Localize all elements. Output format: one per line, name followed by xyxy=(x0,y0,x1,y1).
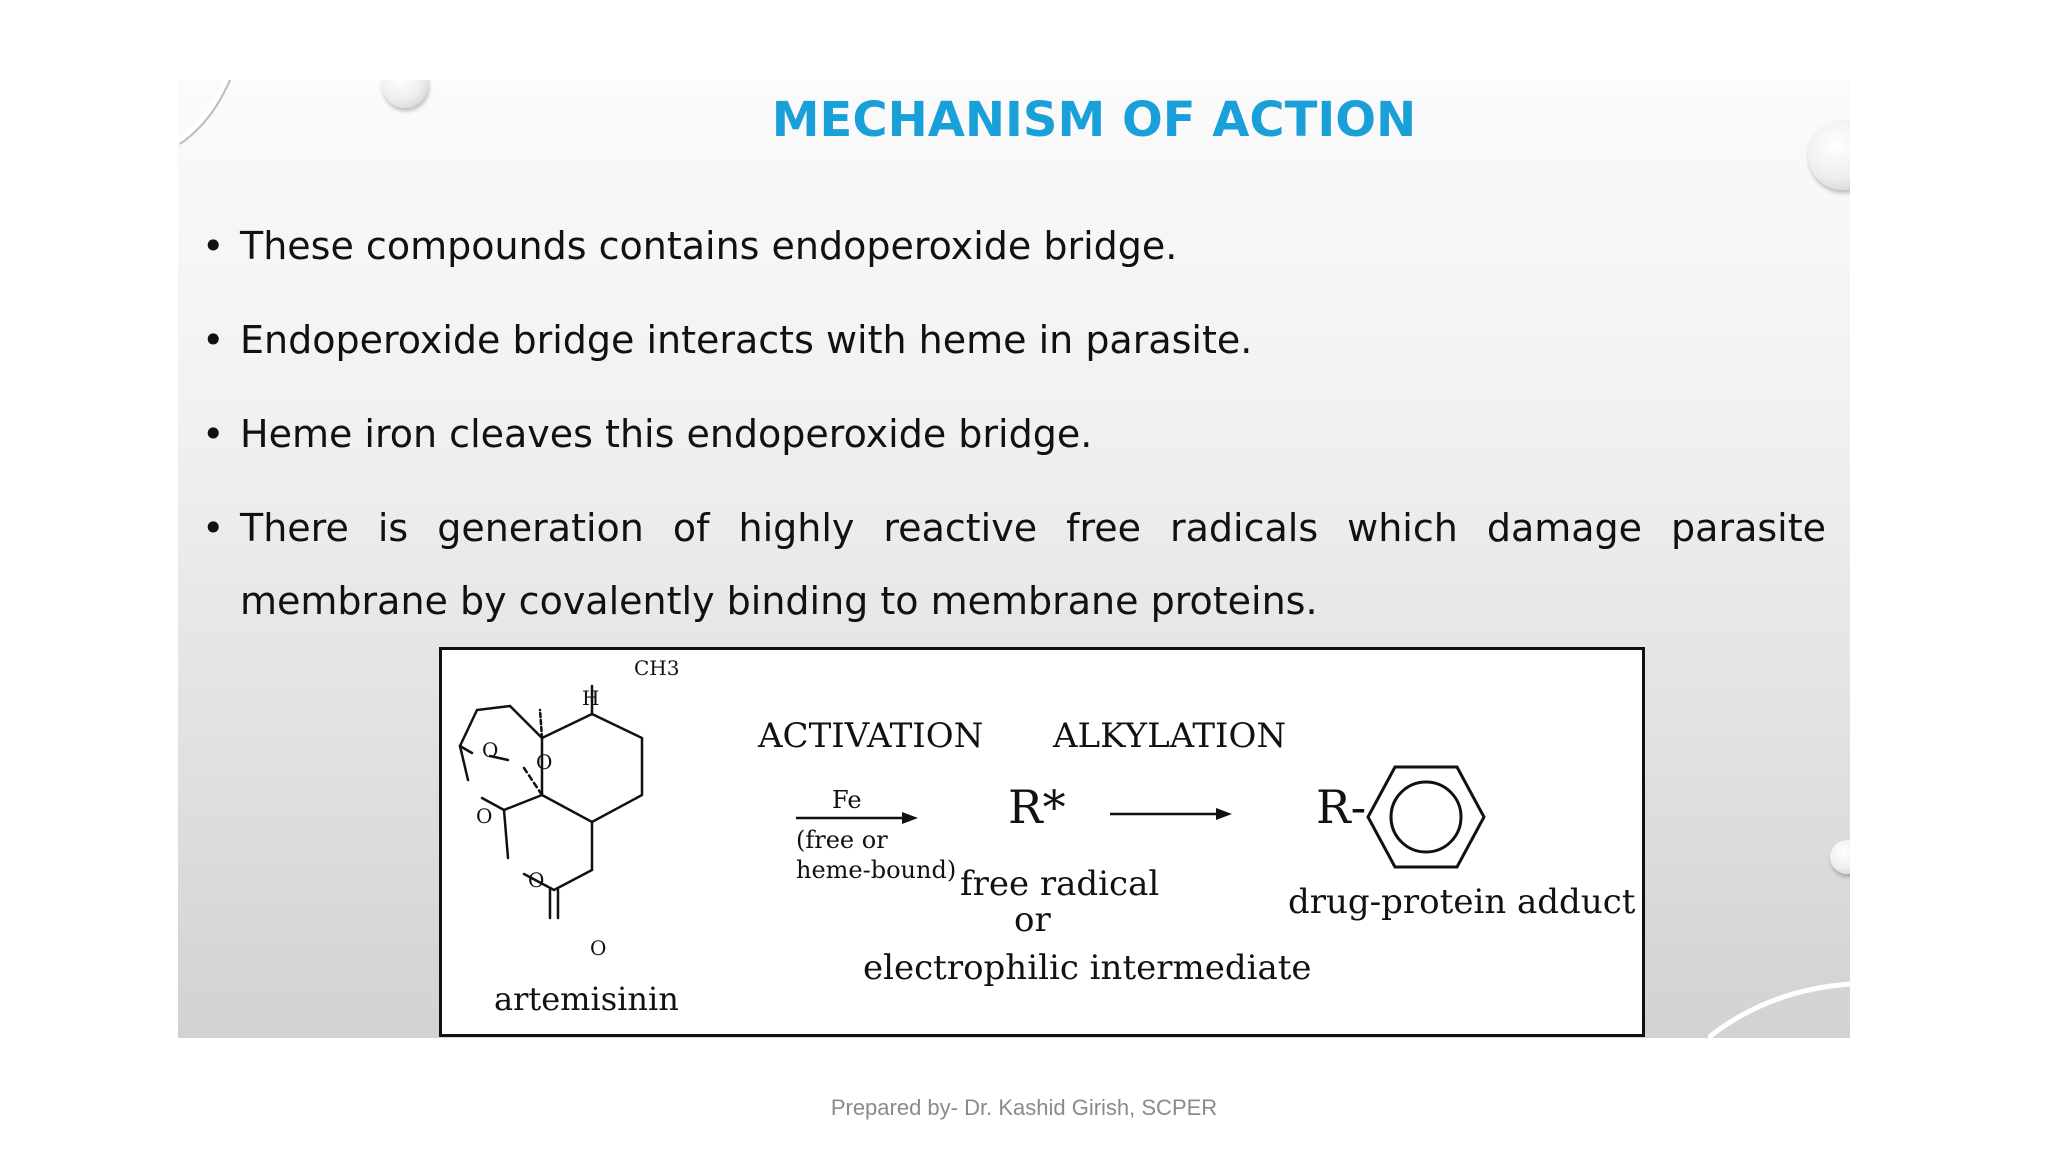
bullet-item: • There is generation of highly reactive free radicals which damage parasite membrane by covalently binding to membrane proteins. xyxy=(202,492,1826,638)
activation-arrow-icon xyxy=(796,808,918,828)
slide xyxy=(178,80,1850,1038)
water-drop-decoration xyxy=(1830,840,1850,874)
bullet-item: • Heme iron cleaves this endoperoxide bridge. xyxy=(202,398,1826,471)
adduct-description: drug-protein adduct xyxy=(1288,882,1636,922)
radical-symbol: R* xyxy=(1008,780,1066,834)
adduct-prefix: R- xyxy=(1316,780,1367,834)
alkylation-arrow-icon xyxy=(1110,804,1232,824)
alkylation-label: ALKYLATION xyxy=(1053,716,1287,756)
bullet-item: • Endoperoxide bridge interacts with heme in parasite. xyxy=(202,304,1826,377)
bullet-item: • These compounds contains endoperoxide bridge. xyxy=(202,210,1826,283)
atom-label-ch3: CH3 xyxy=(634,656,680,680)
bullet-list xyxy=(202,210,1826,659)
atom-label-o: O xyxy=(528,868,545,892)
atom-label-o: O xyxy=(482,738,499,762)
radical-description: free radical xyxy=(960,864,1160,904)
activation-label: ACTIVATION xyxy=(758,716,984,756)
curved-streak-decoration xyxy=(1708,980,1850,1038)
footer-credit: Prepared by- Dr. Kashid Girish, SCPER xyxy=(830,1095,1218,1120)
fe-label: Fe xyxy=(832,786,862,814)
radical-description: or xyxy=(1014,900,1051,940)
slide-title: MECHANISM OF ACTION xyxy=(771,92,1417,148)
atom-label-o: O xyxy=(590,936,607,960)
benzene-ring-icon xyxy=(1364,762,1488,872)
mechanism-figure xyxy=(439,647,1645,1037)
fe-note: heme-bound) xyxy=(796,856,957,884)
fe-note: (free or xyxy=(796,826,888,854)
atom-label-h: H xyxy=(582,686,600,710)
radical-description: electrophilic intermediate xyxy=(863,948,1312,988)
molecule-name: artemisinin xyxy=(494,980,679,1018)
atom-label-o: O xyxy=(476,804,493,828)
atom-label-o: O xyxy=(536,750,553,774)
